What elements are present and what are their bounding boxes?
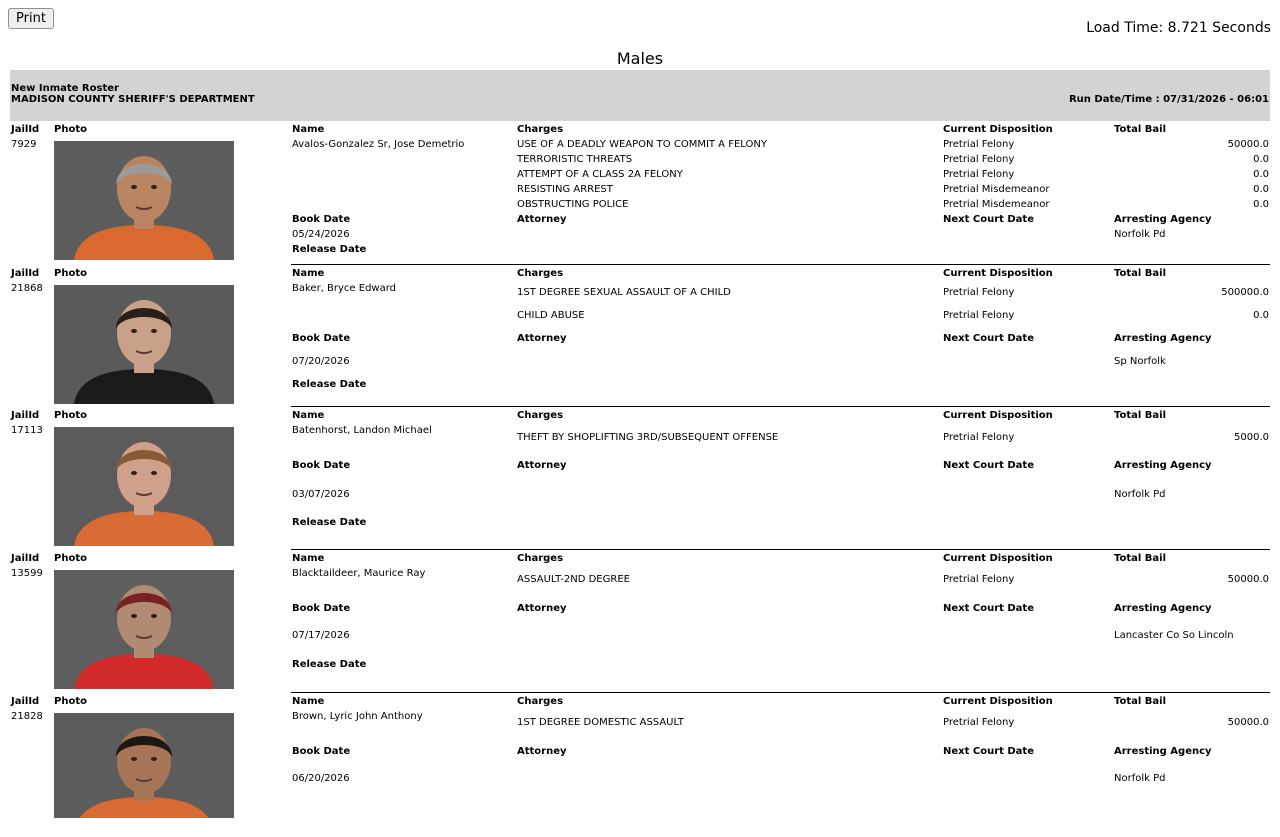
inmate-record: [0, 409, 1280, 551]
department-name: MADISON COUNTY SHERIFF'S DEPARTMENT: [11, 94, 255, 105]
book-date-value: 05/24/2026: [292, 229, 350, 240]
page-title: Males: [616, 49, 664, 68]
disposition-label: Current Disposition: [943, 553, 1053, 564]
photo-label: Photo: [54, 124, 87, 135]
book-date-value: 07/20/2026: [292, 356, 350, 367]
jail-id-label: JailId: [11, 268, 40, 279]
total-bail-label: Total Bail: [1114, 410, 1167, 421]
next-court-date-label: Next Court Date: [943, 333, 1034, 344]
inmate-name: Avalos-Gonzalez Sr, Jose Demetrio: [292, 139, 465, 150]
name-label: Name: [292, 553, 325, 564]
release-date-label: Release Date: [292, 659, 367, 670]
charge-disposition: Pretrial Felony: [943, 432, 1015, 443]
attorney-label: Attorney: [517, 214, 567, 225]
attorney-label: Attorney: [517, 603, 567, 614]
jail-id-value: 21828: [11, 711, 43, 722]
photo-label: Photo: [54, 410, 87, 421]
disposition-label: Current Disposition: [943, 696, 1053, 707]
photo-label: Photo: [54, 696, 87, 707]
jail-id-value: 13599: [11, 568, 43, 579]
charge-description: THEFT BY SHOPLIFTING 3RD/SUBSEQUENT OFFENSE: [517, 432, 779, 443]
arresting-agency-label: Arresting Agency: [1114, 214, 1212, 225]
record-divider: [291, 406, 1270, 407]
record-divider: [291, 549, 1270, 550]
charge-description: 1ST DEGREE SEXUAL ASSAULT OF A CHILD: [517, 287, 731, 298]
photo-eye: [151, 329, 157, 333]
inmate-photo[interactable]: [54, 427, 234, 546]
book-date-label: Book Date: [292, 603, 351, 614]
name-label: Name: [292, 696, 325, 707]
book-date-label: Book Date: [292, 333, 351, 344]
photo-eye: [131, 614, 137, 618]
charges-label: Charges: [517, 553, 564, 564]
charge-description: ATTEMPT OF A CLASS 2A FELONY: [517, 169, 683, 180]
charges-label: Charges: [517, 124, 564, 135]
arresting-agency-label: Arresting Agency: [1114, 603, 1212, 614]
charge-description: ASSAULT-2ND DEGREE: [517, 574, 630, 585]
charges-label: Charges: [517, 410, 564, 421]
arresting-agency-value: Lancaster Co So Lincoln: [1114, 630, 1234, 641]
book-date-label: Book Date: [292, 746, 351, 757]
inmate-record: [0, 695, 1280, 837]
report-header: [10, 70, 1270, 121]
jail-id-label: JailId: [11, 553, 40, 564]
record-divider: [291, 692, 1270, 693]
inmate-name: Baker, Bryce Edward: [292, 283, 397, 294]
inmate-photo[interactable]: [54, 285, 234, 404]
name-label: Name: [292, 410, 325, 421]
inmate-name: Blacktaildeer, Maurice Ray: [292, 568, 426, 579]
arresting-agency-label: Arresting Agency: [1114, 460, 1212, 471]
inmate-photo[interactable]: [54, 570, 234, 689]
charge-disposition: Pretrial Felony: [943, 154, 1015, 165]
charge-bail: 0.0: [1253, 310, 1269, 321]
charge-bail: 0.0: [1253, 184, 1269, 195]
charge-description: TERRORISTIC THREATS: [517, 154, 633, 165]
attorney-label: Attorney: [517, 746, 567, 757]
charge-disposition: Pretrial Felony: [943, 310, 1015, 321]
charge-description: OBSTRUCTING POLICE: [517, 199, 629, 210]
photo-eye: [151, 471, 157, 475]
charge-bail: 0.0: [1253, 199, 1269, 210]
charge-bail: 5000.0: [1234, 432, 1269, 443]
attorney-label: Attorney: [517, 333, 567, 344]
book-date-label: Book Date: [292, 460, 351, 471]
inmate-name: Brown, Lyric John Anthony: [292, 711, 423, 722]
release-date-label: Release Date: [292, 379, 367, 390]
next-court-date-label: Next Court Date: [943, 746, 1034, 757]
inmate-record: [0, 123, 1280, 265]
run-date-time: Run Date/Time : 07/31/2026 - 06:01: [1068, 94, 1269, 105]
release-date-label: Release Date: [292, 517, 367, 528]
next-court-date-label: Next Court Date: [943, 603, 1034, 614]
total-bail-label: Total Bail: [1114, 124, 1167, 135]
book-date-value: 07/17/2026: [292, 630, 350, 641]
charges-label: Charges: [517, 268, 564, 279]
charge-description: USE OF A DEADLY WEAPON TO COMMIT A FELONY: [517, 139, 767, 150]
charge-description: CHILD ABUSE: [517, 310, 585, 321]
charge-bail: 50000.0: [1227, 139, 1269, 150]
record-divider: [291, 264, 1270, 265]
next-court-date-label: Next Court Date: [943, 460, 1034, 471]
photo-label: Photo: [54, 268, 87, 279]
charge-bail: 0.0: [1253, 169, 1269, 180]
arresting-agency-value: Norfolk Pd: [1114, 229, 1166, 240]
photo-eye: [131, 757, 137, 761]
charge-bail: 500000.0: [1221, 287, 1269, 298]
load-time: Load Time: 8.721 Seconds: [1086, 20, 1271, 36]
photo-eye: [151, 614, 157, 618]
name-label: Name: [292, 268, 325, 279]
photo-eye: [131, 185, 137, 189]
charge-disposition: Pretrial Felony: [943, 139, 1015, 150]
photo-label: Photo: [54, 553, 87, 564]
jail-id-label: JailId: [11, 410, 40, 421]
inmate-record: [0, 552, 1280, 694]
arresting-agency-value: Norfolk Pd: [1114, 489, 1166, 500]
total-bail-label: Total Bail: [1114, 553, 1167, 564]
name-label: Name: [292, 124, 325, 135]
arresting-agency-value: Sp Norfolk: [1114, 356, 1166, 367]
jail-id-label: JailId: [11, 696, 40, 707]
charge-bail: 50000.0: [1227, 717, 1269, 728]
photo-eye: [131, 471, 137, 475]
book-date-label: Book Date: [292, 214, 351, 225]
report-title: New Inmate Roster: [11, 83, 119, 94]
jail-id-value: 21868: [11, 283, 43, 294]
charge-bail: 50000.0: [1227, 574, 1269, 585]
jail-id-label: JailId: [11, 124, 40, 135]
disposition-label: Current Disposition: [943, 410, 1053, 421]
arresting-agency-value: Norfolk Pd: [1114, 773, 1166, 784]
photo-eye: [151, 185, 157, 189]
charge-bail: 0.0: [1253, 154, 1269, 165]
total-bail-label: Total Bail: [1114, 268, 1167, 279]
charge-description: 1ST DEGREE DOMESTIC ASSAULT: [517, 717, 684, 728]
photo-eye: [151, 757, 157, 761]
charge-disposition: Pretrial Misdemeanor: [943, 184, 1050, 195]
inmate-photo[interactable]: [54, 141, 234, 260]
charges-label: Charges: [517, 696, 564, 707]
book-date-value: 06/20/2026: [292, 773, 350, 784]
arresting-agency-label: Arresting Agency: [1114, 333, 1212, 344]
next-court-date-label: Next Court Date: [943, 214, 1034, 225]
jail-id-value: 7929: [11, 139, 37, 150]
charge-disposition: Pretrial Felony: [943, 717, 1015, 728]
release-date-label: Release Date: [292, 244, 367, 255]
inmate-record: [0, 267, 1280, 409]
charge-disposition: Pretrial Misdemeanor: [943, 199, 1050, 210]
inmate-name: Batenhorst, Landon Michael: [292, 425, 432, 436]
disposition-label: Current Disposition: [943, 124, 1053, 135]
jail-id-value: 17113: [11, 425, 43, 436]
print-button[interactable]: Print: [8, 8, 54, 29]
disposition-label: Current Disposition: [943, 268, 1053, 279]
charge-disposition: Pretrial Felony: [943, 287, 1015, 298]
charge-disposition: Pretrial Felony: [943, 574, 1015, 585]
charge-description: RESISTING ARREST: [517, 184, 613, 195]
photo-eye: [131, 329, 137, 333]
book-date-value: 03/07/2026: [292, 489, 350, 500]
arresting-agency-label: Arresting Agency: [1114, 746, 1212, 757]
total-bail-label: Total Bail: [1114, 696, 1167, 707]
attorney-label: Attorney: [517, 460, 567, 471]
charge-disposition: Pretrial Felony: [943, 169, 1015, 180]
inmate-photo[interactable]: [54, 713, 234, 818]
